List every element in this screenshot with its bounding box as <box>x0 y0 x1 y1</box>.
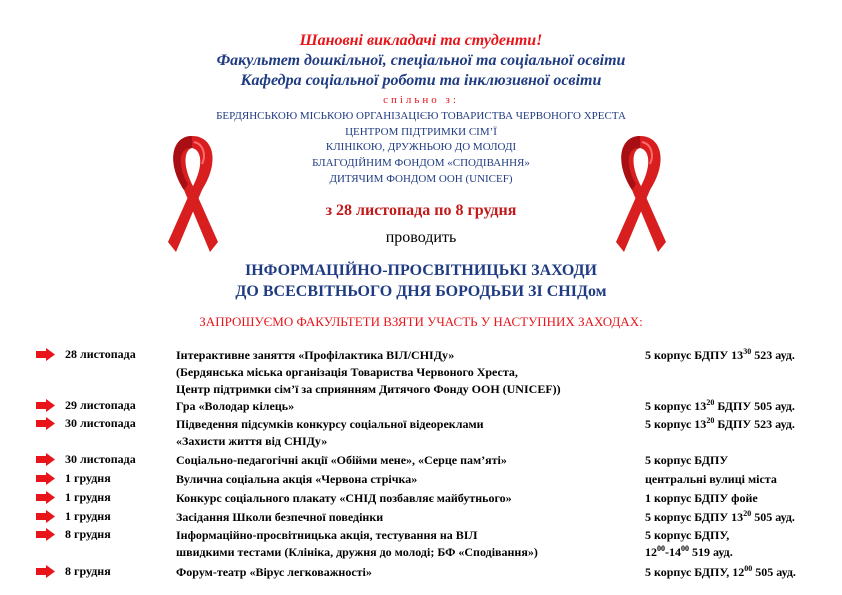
title-line-1: ІНФОРМАЦІЙНО-ПРОСВІТНИЦЬКІ ЗАХОДИ <box>245 262 597 279</box>
event-location: 5 корпус БДПУ $13^{30}$ 523 ауд. <box>645 347 795 362</box>
event-description: Підведення підсумків конкурсу соціальної відеореклами «Захисти життя від СНІДу» <box>176 417 484 448</box>
arrow-bullet-icon <box>36 491 55 504</box>
event-location: центральні вулиці міста <box>645 472 777 486</box>
event-dates: з 28 листопада по 8 грудня <box>325 202 517 219</box>
event-date: 28 листопада <box>65 347 136 361</box>
invitation: ЗАПРОШУЄМО ФАКУЛЬТЕТИ ВЗЯТИ УЧАСТЬ У НАСТУПНИХ ЗАХОДАХ: <box>199 314 643 329</box>
arrow-bullet-icon <box>36 417 55 430</box>
event-description: Вулична соціальна акція «Червона стрічка» <box>176 472 418 486</box>
faculty-name: Факультет дошкільної, спеціальної та соціальної освіти <box>216 52 626 69</box>
event-description: Гра «Володар кілець» <box>176 399 295 413</box>
event-date: 30 листопада <box>65 452 136 466</box>
arrow-bullet-icon <box>36 510 55 523</box>
title-line-2: ДО ВСЕСВІТНЬОГО ДНЯ БОРОДЬБИ ЗІ СНІДом <box>235 283 607 300</box>
partner-family-center: ЦЕНТРОМ ПІДТРИМКИ СІМ’Ї <box>345 126 497 138</box>
red-ribbon-right-icon <box>606 130 676 254</box>
red-ribbon-left-icon <box>158 130 228 254</box>
arrow-bullet-icon <box>36 348 55 361</box>
greeting: Шановні викладачі та студенти! <box>299 32 543 49</box>
event-date: 30 листопада <box>65 416 136 430</box>
partner-red-cross: БЕРДЯНСЬКОЮ МІСЬКОЮ ОРГАНІЗАЦІЄЮ ТОВАРИСТВА ЧЕРВОНОГО ХРЕСТА <box>216 110 626 122</box>
event-location: 5 корпус $13^{20}$ БДПУ 505 ауд. <box>645 398 795 413</box>
event-date: 29 листопада <box>65 398 136 412</box>
event-description: Соціально-педагогічні акції «Обійми мене», «Серце пам’яті» <box>176 453 507 467</box>
event-location: 5 корпус $13^{20}$ БДПУ 523 ауд. <box>645 416 795 431</box>
event-date: 8 грудня <box>65 527 111 541</box>
department-name: Кафедра соціальної роботи та інклюзивної освіти <box>240 72 602 89</box>
event-location: 1 корпус БДПУ фойе <box>645 491 758 505</box>
event-description: Інформаційно-просвітницька акція, тестування на ВІЛ швидкими тестами (Клініка, дружня до молоді; БФ «Сподівання») <box>176 528 538 559</box>
event-date: 1 грудня <box>65 490 111 504</box>
partner-unicef: ДИТЯЧИМ ФОНДОМ ООН (UNICEF) <box>329 173 513 185</box>
event-date: 1 грудня <box>65 471 111 485</box>
partner-youth-clinic: КЛІНІКОЮ, ДРУЖНЬОЮ ДО МОЛОДІ <box>325 141 517 153</box>
arrow-bullet-icon <box>36 399 55 412</box>
conducts-label: проводить <box>385 229 457 246</box>
arrow-bullet-icon <box>36 472 55 485</box>
event-date: 1 грудня <box>65 509 111 523</box>
arrow-bullet-icon <box>36 453 55 466</box>
arrow-bullet-icon <box>36 565 55 578</box>
event-location: 5 корпус БДПУ <box>645 453 729 467</box>
event-description: Форум-театр «Вірус легковажності» <box>176 565 372 579</box>
event-location: 5 корпус БДПУ, $12^{00}-14^{00}$ 519 ауд. <box>645 528 733 559</box>
event-description: Засідання Школи безпечної поведінки <box>176 510 384 524</box>
partner-hope-fund: БЛАГОДІЙНИМ ФОНДОМ «СПОДІВАННЯ» <box>312 157 530 169</box>
event-description: Інтерактивне заняття «Профілактика ВІЛ/СНІДу» (Бердянська міська організація Товариства Червоного Хреста, Центр підтримки сім’ї за сприянням Дитячого Фонду ООН (UNICEF)) <box>176 348 561 396</box>
event-location: 5 корпус БДПУ, $12^{00}$ 505 ауд. <box>645 564 796 579</box>
event-date: 8 грудня <box>65 564 111 578</box>
jointly-label: спільно з: <box>383 94 459 106</box>
event-location: 5 корпус БДПУ $13^{20}$ 505 ауд. <box>645 509 795 524</box>
arrow-bullet-icon <box>36 528 55 541</box>
event-description: Конкурс соціального плакату «СНІД позбавляє майбутнього» <box>176 491 512 505</box>
